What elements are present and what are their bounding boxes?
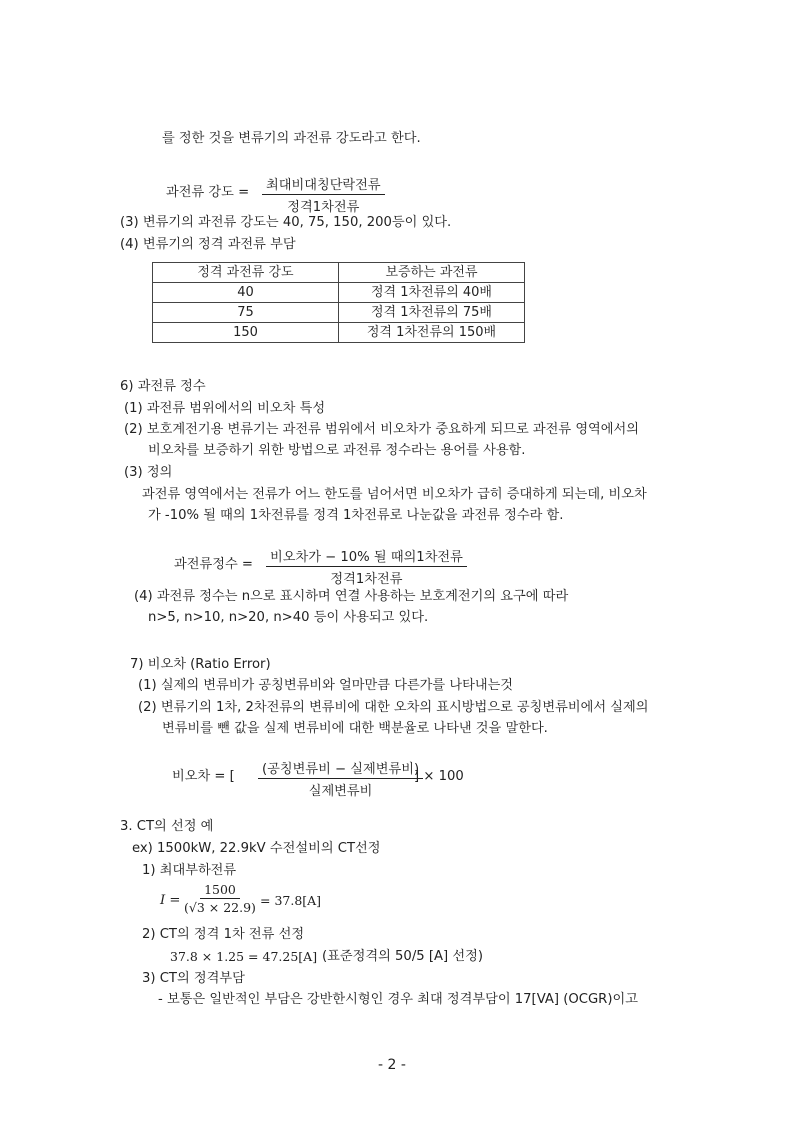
section-heading: 7) 비오차 (Ratio Error) [130, 657, 271, 672]
list-item: (1) 실제의 변류비가 공칭변류비와 얼마만큼 다른가를 나타내는것 [138, 678, 514, 693]
list-item: (3) 변류기의 과전류 강도는 40, 75, 150, 200등이 있다. [120, 215, 452, 230]
fraction-numerator: 최대비대칭단락전류 [262, 174, 385, 195]
fraction-numerator: 1500 [200, 882, 240, 899]
table-cell: 정격 1차전류의 75배 [339, 303, 525, 323]
formula-rhs: ] × 100 [414, 769, 464, 784]
formula-lhs: 비오차 = [ [172, 769, 235, 784]
table-header-cell: 정격 과전류 강도 [153, 263, 339, 283]
text-line: - 보통은 일반적인 부담은 강반한시형인 경우 최대 정격부담이 17[VA] (OCGR)이고 [158, 992, 638, 1007]
fraction-denominator: 정격1차전류 [330, 572, 403, 587]
text-line: ex) 1500kW, 22.9kV 수전설비의 CT선정 [132, 841, 381, 856]
fraction-overcurrent-strength [262, 174, 385, 215]
list-item: 1) 최대부하전류 [142, 863, 237, 878]
list-item: (1) 과전류 범위에서의 비오차 특성 [124, 401, 326, 416]
fraction-max-load-current [184, 882, 256, 915]
list-item: (4) 과전류 정수는 n으로 표시하며 연결 사용하는 보호계전기의 요구에 따라 [134, 589, 569, 604]
text-line: 가 -10% 될 때의 1차전류를 정격 1차전류로 나눈값을 과전류 정수라 함. [148, 508, 564, 523]
table-cell: 40 [153, 283, 339, 303]
section-heading: 3. CT의 선정 예 [120, 819, 214, 834]
table-row [153, 283, 525, 303]
text-line: 를 정한 것을 변류기의 과전류 강도라고 한다. [162, 131, 421, 146]
formula-lhs: I = [160, 893, 181, 908]
page-number: - 2 - [378, 1057, 406, 1073]
table-row [153, 303, 525, 323]
text-note: (표준정격의 50/5 [A] 선정) [322, 949, 483, 964]
fraction-numerator: 비오차가 − 10% 될 때의1차전류 [266, 546, 467, 567]
list-item: 2) CT의 정격 1차 전류 선정 [142, 927, 305, 942]
table-cell: 정격 1차전류의 150배 [339, 323, 525, 343]
table-cell: 75 [153, 303, 339, 323]
table-header-row [153, 263, 525, 283]
formula-rhs: = 37.8[A] [260, 893, 322, 908]
fraction-denominator: 정격1차전류 [287, 200, 360, 215]
text-line: n>5, n>10, n>20, n>40 등이 사용되고 있다. [148, 610, 429, 625]
section-heading: 6) 과전류 정수 [120, 379, 206, 394]
list-item: (2) 변류기의 1차, 2차전류의 변류비에 대한 오차의 표시방법으로 공칭변류비에서 실제의 [138, 700, 649, 715]
text-line: 과전류 영역에서는 전류가 어느 한도를 넘어서면 비오차가 급히 증대하게 되는데, 비오차 [142, 487, 647, 502]
text-line: 비오차를 보증하기 위한 방법으로 과전류 정수라는 용어를 사용함. [148, 443, 526, 458]
table-row [153, 323, 525, 343]
list-item: (4) 변류기의 정격 과전류 부담 [120, 237, 296, 252]
fraction-denominator: 실제변류비 [308, 784, 373, 799]
overcurrent-table [152, 262, 525, 343]
list-item: 3) CT의 정격부담 [142, 971, 245, 986]
list-item: (2) 보호계전기용 변류기는 과전류 범위에서 비오차가 중요하게 되므로 과전류 영역에서의 [124, 422, 640, 437]
formula-lhs: 과전류 강도 = [166, 185, 250, 200]
fraction-numerator: (공칭변류비 − 실제변류비) [258, 758, 423, 779]
formula-lhs: 과전류정수 = [174, 557, 253, 572]
fraction-overcurrent-constant [266, 546, 467, 587]
calculation: 37.8 × 1.25 = 47.25[A] [170, 949, 318, 964]
fraction-denominator: (√3 × 22.9) [184, 900, 256, 915]
fraction-ratio-error [258, 758, 423, 799]
table-header-cell: 보증하는 과전류 [339, 263, 525, 283]
text-line: 변류비를 뺀 값을 실제 변류비에 대한 백분율로 나타낸 것을 말한다. [162, 721, 548, 736]
list-item: (3) 정의 [124, 465, 173, 480]
table-cell: 정격 1차전류의 40배 [339, 283, 525, 303]
table-cell: 150 [153, 323, 339, 343]
